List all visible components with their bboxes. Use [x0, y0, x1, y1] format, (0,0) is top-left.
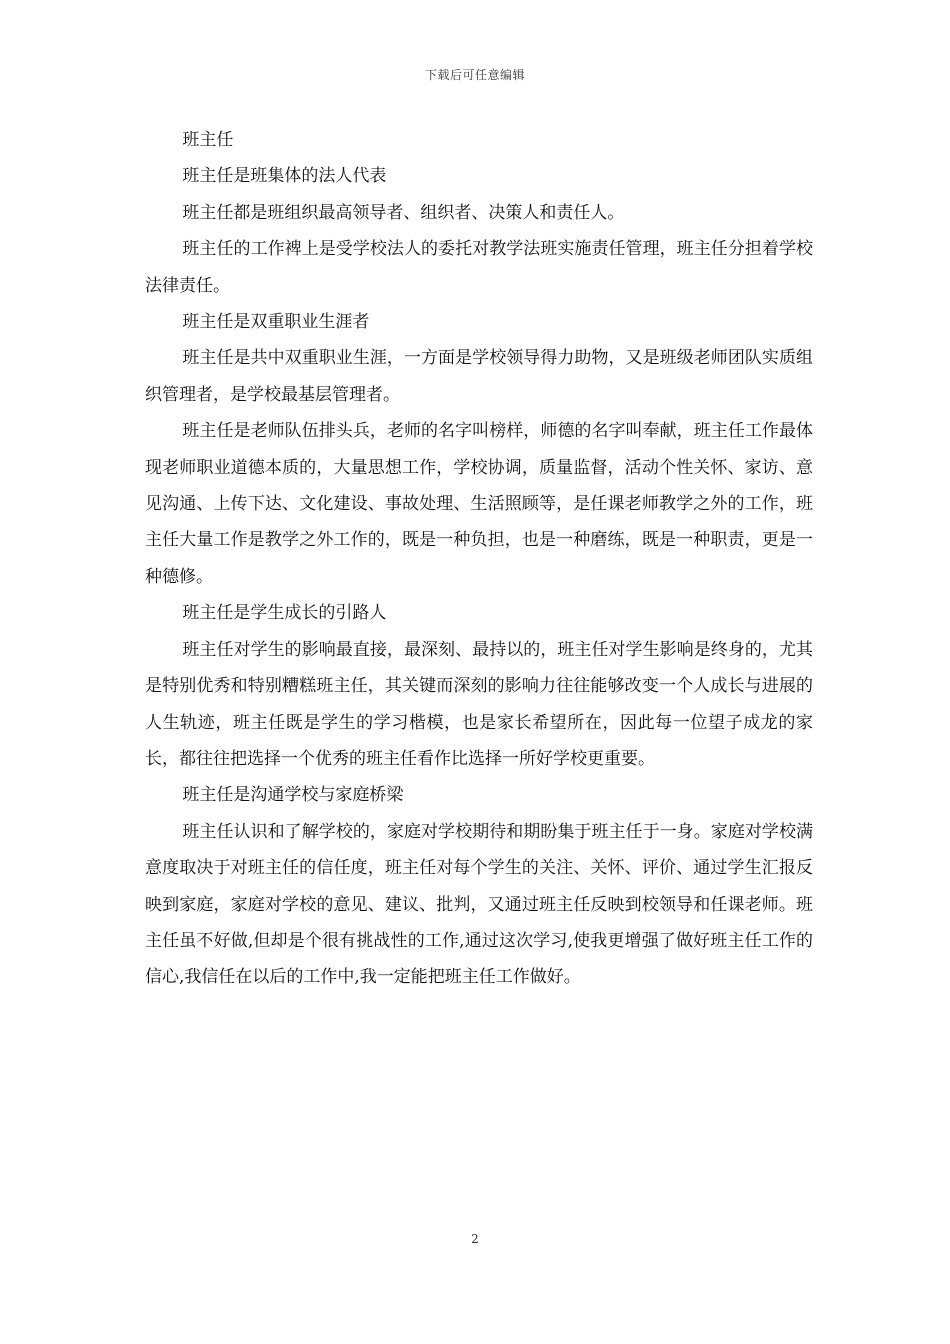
paragraph: 班主任是老师队伍排头兵，老师的名字叫榜样，师德的名字叫奉献，班主任工作最体现老师职业道德本质的，大量思想工作，学校协调，质量监督，活动个性关怀、家访、意见沟通、上传下达、文化建设、事故处理、生活照顾等，是任课老师教学之外的工作，班主任大量工作是教学之外工作的，既是一种负担，也是一种磨练，既是一种职责，更是一种德修。 — [145, 421, 813, 587]
paragraph: 班主任是沟通学校与家庭桥梁 — [182, 785, 404, 806]
paragraph: 班主任认识和了解学校的，家庭对学校期待和期盼集于班主任于一身。家庭对学校满意度取决于对班主任的信任度，班主任对每个学生的关注、关怀、评价、通过学生汇报反映到家庭，家庭对学校的意见、建议、批判，又通过班主任反映到校领导和任课老师。班主任虽不好做,但却是个很有挑战性的工作,通过这次学习,使我更增强了做好班主任工作的信心,我信任在以后的工作中,我一定能把班主任工作做好。 — [145, 821, 813, 988]
document-body — [145, 122, 813, 996]
paragraph: 班主任都是班组织最高领导者、组织者、决策人和责任人。 — [182, 202, 625, 223]
paragraph: 班主任是学生成长的引路人 — [182, 603, 387, 624]
paragraph: 班主任是共中双重职业生涯，一方面是学校领导得力助物，又是班级老师团队实质组织管理者，是学校最基层管理者。 — [145, 348, 813, 405]
paragraph: 班主任 — [182, 130, 234, 150]
page-header: 下载后可任意编辑 — [424, 68, 525, 82]
page-number: 2 — [471, 1232, 479, 1246]
paragraph: 班主任是双重职业生涯者 — [182, 312, 370, 333]
paragraph: 班主任的工作裨上是受学校法人的委托对教学法班实施责任管理，班主任分担着学校法律责任。 — [145, 239, 813, 296]
paragraph: 班主任是班集体的法人代表 — [182, 166, 387, 187]
paragraph: 班主任对学生的影响最直接，最深刻、最持以的，班主任对学生影响是终身的，尤其是特别优秀和特别糟糕班主任，其关键而深刻的影响力往往能够改变一个人成长与进展的人生轨迹，班主任既是学生的学习楷模，也是家长希望所在，因此每一位望子成龙的家长，都往往把选择一个优秀的班主任看作比选择一所好学校更重要。 — [145, 639, 813, 769]
